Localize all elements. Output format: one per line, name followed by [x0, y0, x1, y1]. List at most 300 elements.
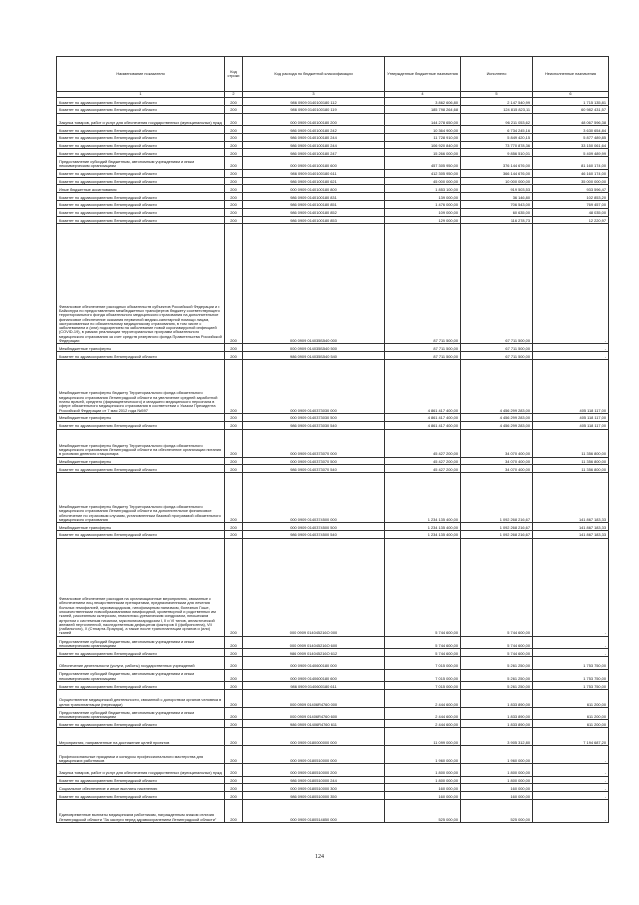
- table-row: [57, 208, 609, 216]
- executed-amount-cell: 1 960 000,00: [461, 746, 533, 764]
- executed-amount-cell: 124 815 823,11: [461, 105, 533, 113]
- approved-amount-cell: 1 234 135 400,00: [385, 530, 461, 538]
- executed-amount-cell: 5 261 250,00: [461, 669, 533, 682]
- approved-amount-cell: 45 000 000,00: [385, 177, 461, 185]
- remaining-amount-cell: -: [533, 800, 609, 823]
- table-row: [57, 776, 609, 784]
- table-row: [57, 352, 609, 360]
- line-code-cell: 200: [225, 149, 243, 157]
- table-row: [57, 216, 609, 224]
- executed-amount-cell: 1 833 890,00: [461, 707, 533, 720]
- remaining-amount-cell: 33 150 061,64: [533, 141, 609, 149]
- line-code-cell: 200: [225, 429, 243, 457]
- line-code-cell: 200: [225, 473, 243, 523]
- approved-amount-cell: 144 278 650,00: [385, 113, 461, 126]
- remaining-amount-cell: 5 877 489,85: [533, 133, 609, 141]
- indicator-name-cell: Межбюджетные трансферты бюджету Территориального фонда обязательного медицинского страхования Ленинградской области на дополнительное финансовое обеспечение по страховым случаям, установленным базовой программой обязательного медицинского страхования: [57, 473, 225, 523]
- line-code-cell: 200: [225, 224, 243, 344]
- line-code-cell: 200: [225, 792, 243, 800]
- expense-code-cell: 986 0909 0140100180 242: [243, 126, 385, 134]
- column-number: 2: [225, 92, 243, 98]
- remaining-amount-cell: -: [533, 776, 609, 784]
- line-code-cell: 200: [225, 141, 243, 149]
- remaining-amount-cell: -: [533, 636, 609, 649]
- indicator-name-cell: Комитет по здравоохранению Ленинградской области: [57, 682, 225, 690]
- line-code-cell: 200: [225, 465, 243, 473]
- expense-code-cell: 000 0909 0180510000 000: [243, 746, 385, 764]
- remaining-amount-cell: -: [533, 649, 609, 657]
- line-code-cell: 200: [225, 689, 243, 707]
- expense-code-cell: 986 0909 0140100180 621: [243, 177, 385, 185]
- line-code-cell: 200: [225, 523, 243, 531]
- header-remaining: Неисполненные назначения: [533, 57, 609, 92]
- line-code-cell: 200: [225, 784, 243, 792]
- indicator-name-cell: Единовременные выплаты медицинским работникам, награжденным знаком отличия Ленинградской области "За заслуги перед здравоохранением Ленинградской области": [57, 800, 225, 823]
- executed-amount-cell: 1 800 000,00: [461, 764, 533, 777]
- indicator-name-cell: Финансовое обеспечение расходных обязательств субъектов Российской Федерации и г. Байконура по предоставлению межбюджетных трансфертов бюджету соответствующего территориального фонда обязательного медицинского страхования на дополнительное финансовое обеспечение оказания первичной медико-санитарной помощи лицам, застрахованным по обязательному медицинскому страхованию, в том числе с заболеванием и (или) подозрением на заболевание новой коронавирусной инфекцией (COVID-19), в рамках реализации территориальных программ обязательного медицинского страхования за счет средств резервного фонда Правительства Российской Федерации: [57, 224, 225, 344]
- indicator-name-cell: Комитет по здравоохранению Ленинградской области: [57, 169, 225, 177]
- expense-code-cell: 000 0909 014035Б540 500: [243, 344, 385, 352]
- indicator-name-cell: Комитет по здравоохранению Ленинградской области: [57, 352, 225, 360]
- approved-amount-cell: 7 015 000,00: [385, 669, 461, 682]
- indicator-name-cell: Межбюджетные трансферты: [57, 523, 225, 531]
- table-row: [57, 193, 609, 201]
- approved-amount-cell: 1 476 000,00: [385, 200, 461, 208]
- expense-code-cell: 000 0909 0140600180 600: [243, 669, 385, 682]
- executed-amount-cell: 366 144 676,00: [461, 169, 533, 177]
- indicator-name-cell: Комитет по здравоохранению Ленинградской области: [57, 792, 225, 800]
- expense-code-cell: 000 0909 0180514850 000: [243, 800, 385, 823]
- indicator-name-cell: Финансовое обеспечение расходов на организационные мероприятия, связанные с обеспечением лиц лекарственными препаратами, предназначенными для лечения больных гемофилией, муковисцидозом, гипофизарным нанизмом, болезнью Гоше, злокачественными новообразованиями лимфоидной, кроветворной и родственных им тканей, рассеянным склерозом, гемолитико-уремическим синдромом, юношеским артритом с системным началом, мукополисахаридозом I, II и VI типов, апластической анемией неуточненной, наследственным дефицитом факторов II (фибриногена), VII (лабильного), X (Стюарта-Прауэра), а также после трансплантации органов и (или) тканей: [57, 538, 225, 636]
- table-body: [57, 98, 609, 823]
- line-code-cell: 200: [225, 105, 243, 113]
- table-header-row: [57, 57, 609, 92]
- table-row: [57, 669, 609, 682]
- line-code-cell: 200: [225, 98, 243, 106]
- remaining-amount-cell: -: [533, 792, 609, 800]
- expense-code-cell: 986 0909 0140374500 540: [243, 530, 385, 538]
- approved-amount-cell: 457 305 950,00: [385, 157, 461, 170]
- remaining-amount-cell: 11 356 800,00: [533, 457, 609, 465]
- approved-amount-cell: 45 427 200,00: [385, 457, 461, 465]
- line-code-cell: 200: [225, 538, 243, 636]
- remaining-amount-cell: -: [533, 344, 609, 352]
- table-row: [57, 465, 609, 473]
- indicator-name-cell: Иные бюджетные ассигнования: [57, 185, 225, 193]
- table-row: [57, 126, 609, 134]
- indicator-name-cell: Обеспечение деятельности (услуги, работы) государственных учреждений: [57, 657, 225, 670]
- remaining-amount-cell: 7 194 687,20: [533, 728, 609, 746]
- table-row: [57, 141, 609, 149]
- executed-amount-cell: 67 711 500,00: [461, 352, 533, 360]
- approved-amount-cell: 525 000,00: [385, 800, 461, 823]
- table-row: [57, 792, 609, 800]
- executed-amount-cell: 34 070 400,00: [461, 465, 533, 473]
- table-row: [57, 177, 609, 185]
- remaining-amount-cell: 12 220,97: [533, 216, 609, 224]
- line-code-cell: 200: [225, 169, 243, 177]
- executed-amount-cell: 1 833 890,00: [461, 720, 533, 728]
- page-number: 124: [315, 854, 324, 860]
- table-row: [57, 764, 609, 777]
- executed-amount-cell: 5 744 600,00: [461, 649, 533, 657]
- table-row: [57, 457, 609, 465]
- header-indicator-name: Наименование показателя: [57, 57, 225, 92]
- indicator-name-cell: Социальное обеспечение и иные выплаты населению: [57, 784, 225, 792]
- remaining-amount-cell: 46 160 174,00: [533, 169, 609, 177]
- table-row: [57, 636, 609, 649]
- table-row: [57, 689, 609, 707]
- header-approved: Утвержденные бюджетные назначения: [385, 57, 461, 92]
- indicator-name-cell: Предоставление субсидий бюджетным, автономным учреждениям и иным некоммерческим организациям: [57, 669, 225, 682]
- executed-amount-cell: 525 000,00: [461, 800, 533, 823]
- executed-amount-cell: 5 744 600,00: [461, 636, 533, 649]
- indicator-name-cell: Комитет по здравоохранению Ленинградской области: [57, 126, 225, 134]
- expense-code-cell: 986 0909 014045216О 612: [243, 649, 385, 657]
- expense-code-cell: 986 0909 0140100180 119: [243, 105, 385, 113]
- approved-amount-cell: 11 728 910,00: [385, 133, 461, 141]
- indicator-name-cell: Комитет по здравоохранению Ленинградской области: [57, 98, 225, 106]
- table-row: [57, 473, 609, 523]
- header-expense-code: Код расхода по бюджетной классификации: [243, 57, 385, 92]
- indicator-name-cell: Комитет по здравоохранению Ленинградской области: [57, 530, 225, 538]
- executed-amount-cell: 96 211 053,62: [461, 113, 533, 126]
- indicator-name-cell: Межбюджетные трансферты бюджету Территориального фонда обязательного медицинского страхования Ленинградской области на обеспечение организации питания в условиях дневного стационара: [57, 429, 225, 457]
- executed-amount-cell: 919 503,53: [461, 185, 533, 193]
- remaining-amount-cell: 611 200,00: [533, 689, 609, 707]
- expense-code-cell: 986 0909 0140100180 247: [243, 149, 385, 157]
- approved-amount-cell: 2 444 600,00: [385, 707, 461, 720]
- table-row: [57, 200, 609, 208]
- table-row: [57, 149, 609, 157]
- approved-amount-cell: 185 798 264,68: [385, 105, 461, 113]
- table-row: [57, 538, 609, 636]
- indicator-name-cell: Предоставление субсидий бюджетным, автономным учреждениям и иным некоммерческим организациям: [57, 157, 225, 170]
- table-row: [57, 429, 609, 457]
- indicator-name-cell: Межбюджетные трансферты: [57, 457, 225, 465]
- approved-amount-cell: 87 711 500,00: [385, 344, 461, 352]
- remaining-amount-cell: 1 753 750,00: [533, 657, 609, 670]
- line-code-cell: 200: [225, 636, 243, 649]
- indicator-name-cell: Комитет по здравоохранению Ленинградской области: [57, 193, 225, 201]
- remaining-amount-cell: 141 867 183,33: [533, 523, 609, 531]
- indicator-name-cell: Межбюджетные трансферты: [57, 413, 225, 421]
- indicator-name-cell: Комитет по здравоохранению Ленинградской области: [57, 421, 225, 429]
- expense-code-cell: 000 0909 0140373070 000: [243, 429, 385, 457]
- remaining-amount-cell: 11 356 800,00: [533, 465, 609, 473]
- remaining-amount-cell: 60 982 431,57: [533, 105, 609, 113]
- line-code-cell: 200: [225, 746, 243, 764]
- expense-code-cell: 986 0909 0180510000 244: [243, 776, 385, 784]
- table-row: [57, 523, 609, 531]
- remaining-amount-cell: 35 000 000,00: [533, 177, 609, 185]
- executed-amount-cell: 67 711 500,00: [461, 344, 533, 352]
- remaining-amount-cell: 769 457,00: [533, 200, 609, 208]
- expense-code-cell: 000 0909 0140373030 500: [243, 413, 385, 421]
- expense-code-cell: 986 0909 0140100180 611: [243, 169, 385, 177]
- approved-amount-cell: 160 000,00: [385, 792, 461, 800]
- indicator-name-cell: Закупка товаров, работ и услуг для обеспечения государственных (муниципальных) нужд: [57, 113, 225, 126]
- expense-code-cell: 986 0909 0140100180 852: [243, 208, 385, 216]
- executed-amount-cell: 34 070 400,00: [461, 457, 533, 465]
- line-code-cell: 200: [225, 682, 243, 690]
- column-number: 6: [533, 92, 609, 98]
- table-row: [57, 169, 609, 177]
- approved-amount-cell: 45 427 200,00: [385, 429, 461, 457]
- expense-code-cell: 000 0909 01406R4760 000: [243, 689, 385, 707]
- line-code-cell: 200: [225, 530, 243, 538]
- indicator-name-cell: Комитет по здравоохранению Ленинградской области: [57, 208, 225, 216]
- remaining-amount-cell: 1 753 750,00: [533, 682, 609, 690]
- table-row: [57, 113, 609, 126]
- budget-report-page: [56, 56, 608, 823]
- remaining-amount-cell: 11 356 800,00: [533, 429, 609, 457]
- line-code-cell: 200: [225, 157, 243, 170]
- executed-amount-cell: 1 092 268 216,67: [461, 473, 533, 523]
- executed-amount-cell: 36 146,80: [461, 193, 533, 201]
- expense-code-cell: 986 0909 0140373030 540: [243, 421, 385, 429]
- executed-amount-cell: 4 456 299 283,00: [461, 421, 533, 429]
- executed-amount-cell: 160 000,00: [461, 784, 533, 792]
- approved-amount-cell: 4 861 417 400,00: [385, 359, 461, 413]
- line-code-cell: 200: [225, 657, 243, 670]
- table-row: [57, 657, 609, 670]
- executed-amount-cell: 1 092 268 216,67: [461, 530, 533, 538]
- remaining-amount-cell: 611 200,00: [533, 720, 609, 728]
- indicator-name-cell: Межбюджетные трансферты: [57, 344, 225, 352]
- indicator-name-cell: Комитет по здравоохранению Ленинградской области: [57, 720, 225, 728]
- approved-amount-cell: 129 000,00: [385, 216, 461, 224]
- remaining-amount-cell: -: [533, 746, 609, 764]
- executed-amount-cell: 1 092 268 216,67: [461, 523, 533, 531]
- remaining-amount-cell: 48 067 596,38: [533, 113, 609, 126]
- line-code-cell: 200: [225, 764, 243, 777]
- expense-code-cell: 986 0909 0140100180 244: [243, 141, 385, 149]
- executed-amount-cell: 4 456 299 283,00: [461, 413, 533, 421]
- remaining-amount-cell: -: [533, 224, 609, 344]
- expense-code-cell: 986 0909 0140100180 853: [243, 216, 385, 224]
- line-code-cell: 200: [225, 193, 243, 201]
- remaining-amount-cell: 141 867 183,33: [533, 530, 609, 538]
- table-row: [57, 133, 609, 141]
- table-row: [57, 746, 609, 764]
- executed-amount-cell: 34 070 400,00: [461, 429, 533, 457]
- line-code-cell: 200: [225, 359, 243, 413]
- line-code-cell: 200: [225, 216, 243, 224]
- approved-amount-cell: 10 364 900,00: [385, 126, 461, 134]
- executed-amount-cell: 3 905 312,80: [461, 728, 533, 746]
- remaining-amount-cell: 81 160 174,00: [533, 157, 609, 170]
- indicator-name-cell: Предоставление субсидий бюджетным, автономным учреждениям и иным некоммерческим организациям: [57, 707, 225, 720]
- budget-execution-table: [56, 56, 609, 823]
- approved-amount-cell: 160 000,00: [385, 784, 461, 792]
- line-code-cell: 200: [225, 421, 243, 429]
- remaining-amount-cell: 141 867 183,33: [533, 473, 609, 523]
- table-row: [57, 707, 609, 720]
- table-row: [57, 157, 609, 170]
- executed-amount-cell: 116 278,73: [461, 216, 533, 224]
- expense-code-cell: 986 0909 0140600180 611: [243, 682, 385, 690]
- approved-amount-cell: 5 744 600,00: [385, 636, 461, 649]
- line-code-cell: 200: [225, 113, 243, 126]
- line-code-cell: 200: [225, 177, 243, 185]
- executed-amount-cell: 67 711 500,00: [461, 224, 533, 344]
- remaining-amount-cell: 933 596,47: [533, 185, 609, 193]
- indicator-name-cell: Комитет по здравоохранению Ленинградской области: [57, 149, 225, 157]
- executed-amount-cell: 5 744 600,00: [461, 538, 533, 636]
- line-code-cell: 200: [225, 126, 243, 134]
- remaining-amount-cell: -: [533, 352, 609, 360]
- executed-amount-cell: 706 543,00: [461, 200, 533, 208]
- remaining-amount-cell: 611 200,00: [533, 707, 609, 720]
- indicator-name-cell: Комитет по здравоохранению Ленинградской области: [57, 216, 225, 224]
- column-number: 4: [385, 92, 461, 98]
- approved-amount-cell: 109 000,00: [385, 208, 461, 216]
- remaining-amount-cell: 405 118 117,00: [533, 359, 609, 413]
- indicator-name-cell: Мероприятия, направленные на достижение целей проектов: [57, 728, 225, 746]
- table-row: [57, 344, 609, 352]
- column-number: 1: [57, 92, 225, 98]
- expense-code-cell: 986 0909 0140373070 540: [243, 465, 385, 473]
- indicator-name-cell: Осуществление медицинской деятельности, связанной с донорством органов человека в целях трансплантации (пересадки): [57, 689, 225, 707]
- column-number: 5: [461, 92, 533, 98]
- remaining-amount-cell: 102 853,20: [533, 193, 609, 201]
- approved-amount-cell: 1 960 000,00: [385, 746, 461, 764]
- approved-amount-cell: 3 862 606,80: [385, 98, 461, 106]
- remaining-amount-cell: 3 630 654,84: [533, 126, 609, 134]
- executed-amount-cell: 10 000 000,00: [461, 177, 533, 185]
- table-row: [57, 728, 609, 746]
- executed-amount-cell: 4 456 299 283,00: [461, 359, 533, 413]
- expense-code-cell: 000 0909 0140373030 000: [243, 359, 385, 413]
- indicator-name-cell: Комитет по здравоохранению Ленинградской области: [57, 465, 225, 473]
- remaining-amount-cell: -: [533, 764, 609, 777]
- approved-amount-cell: 412 305 950,00: [385, 169, 461, 177]
- expense-code-cell: 986 0909 0140100180 851: [243, 200, 385, 208]
- expense-code-cell: 000 0909 0180510000 300: [243, 784, 385, 792]
- expense-code-cell: 986 0909 0140100180 244: [243, 133, 385, 141]
- executed-amount-cell: 60 635,00: [461, 208, 533, 216]
- approved-amount-cell: 1 800 000,00: [385, 764, 461, 777]
- approved-amount-cell: 87 711 500,00: [385, 224, 461, 344]
- indicator-name-cell: Комитет по здравоохранению Ленинградской области: [57, 141, 225, 149]
- indicator-name-cell: Профессиональные праздники и конкурсы профессионального мастерства для медицинских работников: [57, 746, 225, 764]
- table-row: [57, 359, 609, 413]
- expense-code-cell: 986 0909 0140100180 831: [243, 193, 385, 201]
- line-code-cell: 200: [225, 669, 243, 682]
- executed-amount-cell: 2 147 540,99: [461, 98, 533, 106]
- indicator-name-cell: Комитет по здравоохранению Ленинградской области: [57, 776, 225, 784]
- approved-amount-cell: 1 234 135 400,00: [385, 523, 461, 531]
- remaining-amount-cell: 405 118 117,00: [533, 421, 609, 429]
- expense-code-cell: 000 0909 014045216О 000: [243, 538, 385, 636]
- executed-amount-cell: 73 770 878,36: [461, 141, 533, 149]
- table-row: [57, 530, 609, 538]
- expense-code-cell: 986 0909 01406R4760 611: [243, 720, 385, 728]
- expense-code-cell: 000 0909 0140100180 600: [243, 157, 385, 170]
- line-code-cell: 200: [225, 133, 243, 141]
- approved-amount-cell: 1 853 100,00: [385, 185, 461, 193]
- table-row: [57, 413, 609, 421]
- approved-amount-cell: 5 744 600,00: [385, 649, 461, 657]
- approved-amount-cell: 45 427 200,00: [385, 465, 461, 473]
- expense-code-cell: 000 0909 0140100180 800: [243, 185, 385, 193]
- remaining-amount-cell: -: [533, 538, 609, 636]
- expense-code-cell: 000 0909 0140600180 000: [243, 657, 385, 670]
- expense-code-cell: 986 0909 0180510000 350: [243, 792, 385, 800]
- line-code-cell: 200: [225, 457, 243, 465]
- approved-amount-cell: 139 000,00: [385, 193, 461, 201]
- line-code-cell: 200: [225, 344, 243, 352]
- remaining-amount-cell: 1 715 135,81: [533, 98, 609, 106]
- table-row: [57, 224, 609, 344]
- indicator-name-cell: Межбюджетные трансферты бюджету Территориального фонда обязательного медицинского страхования Ленинградской области на увеличение средней заработной платы врачей, среднего (фармацевтического) и младшего медицинского персонала в сфере обязательного медицинского страхования в соответствии с Указом Президента Российской Федерации от 7 мая 2012 года №597: [57, 359, 225, 413]
- expense-code-cell: 000 0909 0140374500 000: [243, 473, 385, 523]
- line-code-cell: 200: [225, 800, 243, 823]
- executed-amount-cell: 1 800 000,00: [461, 776, 533, 784]
- expense-code-cell: 000 0909 0180510000 200: [243, 764, 385, 777]
- executed-amount-cell: 1 833 890,00: [461, 689, 533, 707]
- expense-code-cell: 000 0909 01406R4760 600: [243, 707, 385, 720]
- expense-code-cell: 000 0909 0140374500 500: [243, 523, 385, 531]
- indicator-name-cell: Комитет по здравоохранению Ленинградской области: [57, 133, 225, 141]
- expense-code-cell: 000 0909 0140100180 200: [243, 113, 385, 126]
- approved-amount-cell: 106 920 840,00: [385, 141, 461, 149]
- column-number: 3: [243, 92, 385, 98]
- header-line-code: Код строки: [225, 57, 243, 92]
- remaining-amount-cell: -: [533, 784, 609, 792]
- table-row: [57, 105, 609, 113]
- executed-amount-cell: 5 261 250,00: [461, 657, 533, 670]
- table-row: [57, 720, 609, 728]
- indicator-name-cell: Предоставление субсидий бюджетным, автономным учреждениям и иным некоммерческим организациям: [57, 636, 225, 649]
- indicator-name-cell: Закупка товаров, работ и услуг для обеспечения государственных (муниципальных) нужд: [57, 764, 225, 777]
- indicator-name-cell: Комитет по здравоохранению Ленинградской области: [57, 177, 225, 185]
- approved-amount-cell: 4 861 417 400,00: [385, 421, 461, 429]
- line-code-cell: 200: [225, 720, 243, 728]
- remaining-amount-cell: 48 035,00: [533, 208, 609, 216]
- table-row: [57, 682, 609, 690]
- remaining-amount-cell: 405 118 117,00: [533, 413, 609, 421]
- approved-amount-cell: 15 266 000,00: [385, 149, 461, 157]
- executed-amount-cell: 5 849 420,15: [461, 133, 533, 141]
- table-row: [57, 185, 609, 193]
- expense-code-cell: 000 0909 0180000000 000: [243, 728, 385, 746]
- indicator-name-cell: Комитет по здравоохранению Ленинградской области: [57, 200, 225, 208]
- expense-code-cell: 986 0909 0140100180 112: [243, 98, 385, 106]
- executed-amount-cell: 5 261 250,00: [461, 682, 533, 690]
- line-code-cell: 200: [225, 649, 243, 657]
- table-row: [57, 98, 609, 106]
- line-code-cell: 200: [225, 185, 243, 193]
- approved-amount-cell: 2 444 600,00: [385, 689, 461, 707]
- approved-amount-cell: 7 015 000,00: [385, 657, 461, 670]
- table-row: [57, 784, 609, 792]
- executed-amount-cell: 376 144 676,00: [461, 157, 533, 170]
- line-code-cell: 200: [225, 200, 243, 208]
- expense-code-cell: 000 0909 014045216О 600: [243, 636, 385, 649]
- line-code-cell: 200: [225, 707, 243, 720]
- executed-amount-cell: 9 856 510,01: [461, 149, 533, 157]
- approved-amount-cell: 4 861 417 400,00: [385, 413, 461, 421]
- executed-amount-cell: 160 000,00: [461, 792, 533, 800]
- remaining-amount-cell: 5 409 489,99: [533, 149, 609, 157]
- approved-amount-cell: 5 744 600,00: [385, 538, 461, 636]
- indicator-name-cell: Комитет по здравоохранению Ленинградской области: [57, 649, 225, 657]
- approved-amount-cell: 2 444 600,00: [385, 720, 461, 728]
- table-row: [57, 421, 609, 429]
- header-executed: Исполнено: [461, 57, 533, 92]
